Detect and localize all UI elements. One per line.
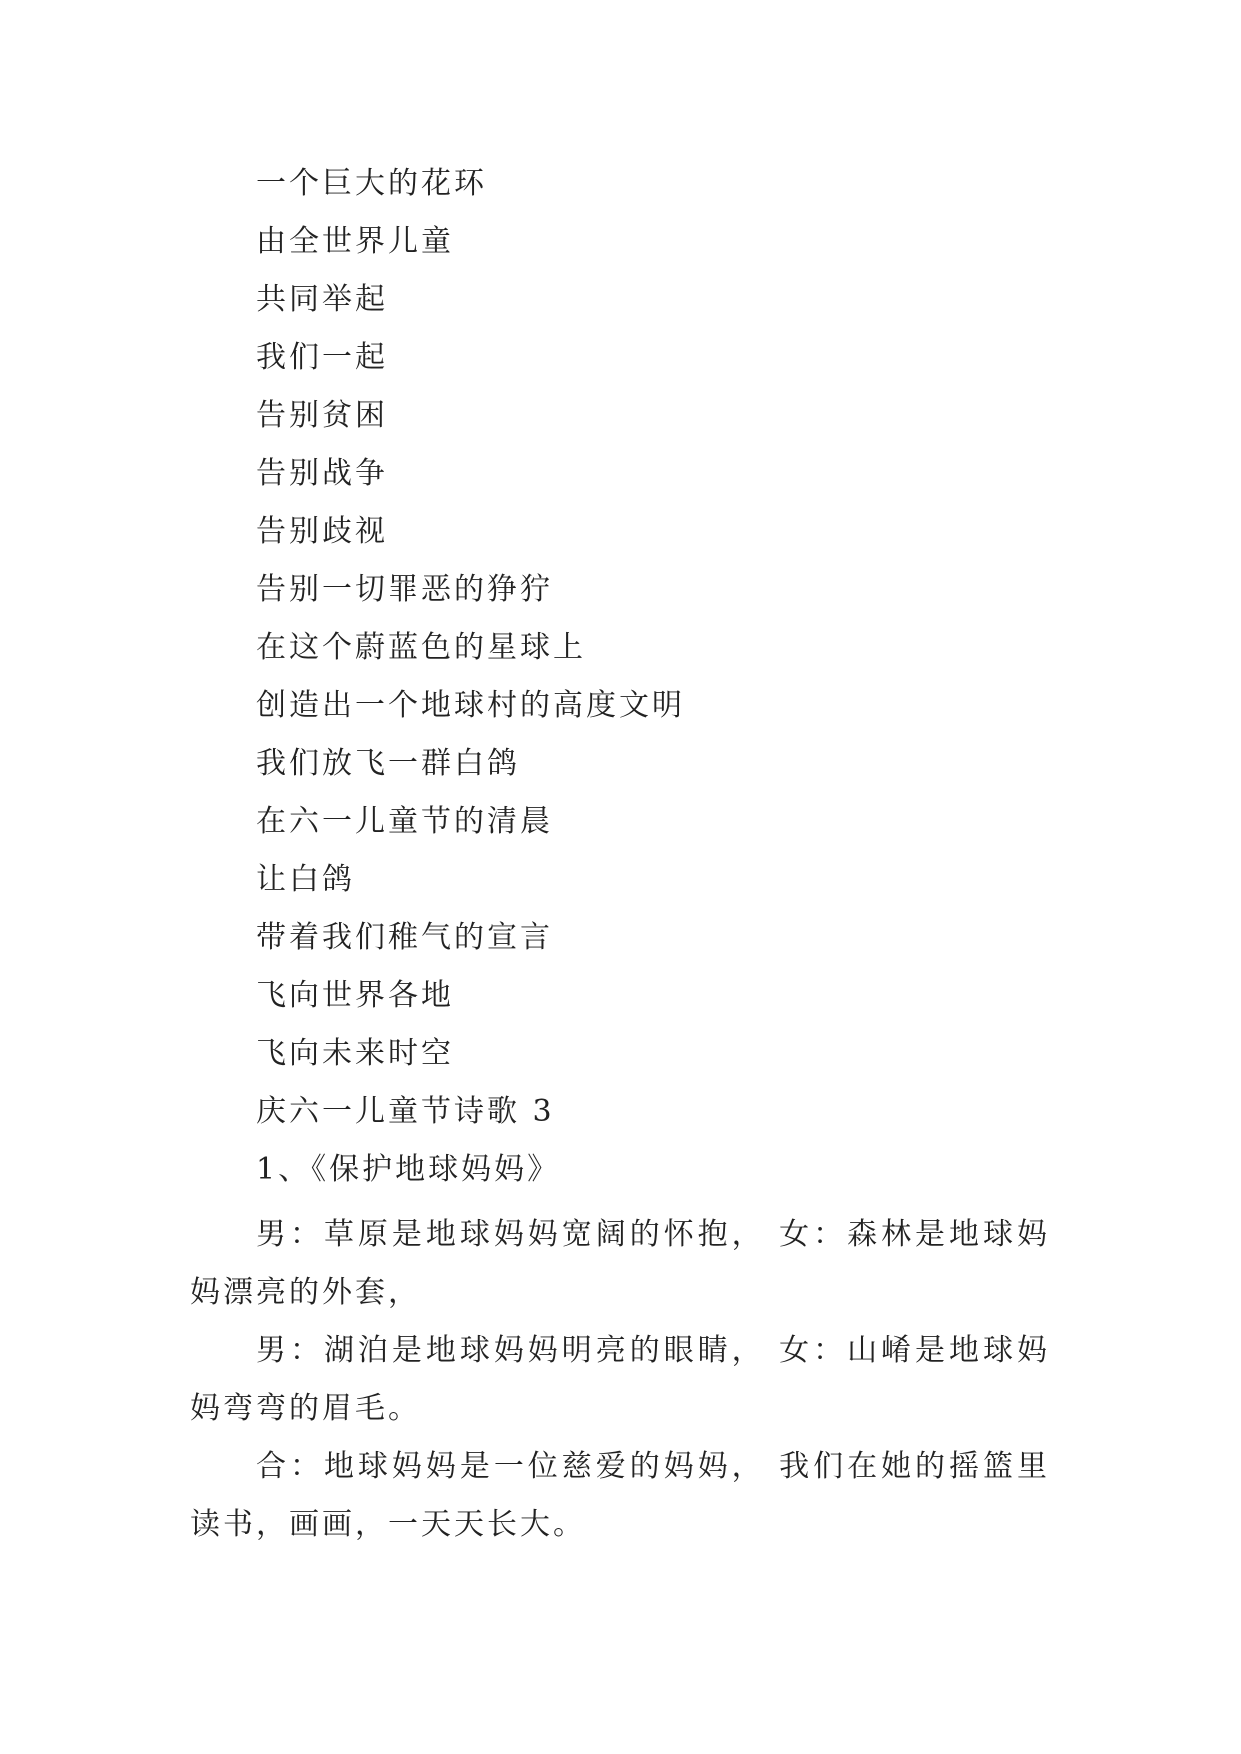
poem-line: 创造出一个地球村的高度文明 bbox=[256, 688, 685, 723]
poem-line: 让白鸽 bbox=[256, 862, 355, 897]
poem-line: 飞向未来时空 bbox=[256, 1036, 454, 1071]
poem-line: 告别一切罪恶的狰狞 bbox=[256, 572, 553, 607]
dialogue-paragraph: 男：草原是地球妈妈宽阔的怀抱， 女：森林是地球妈妈漂亮的外套， bbox=[190, 1217, 1050, 1310]
poem-line: 告别战争 bbox=[256, 456, 388, 491]
poem-line: 共同举起 bbox=[256, 282, 388, 317]
poem-line: 告别贫困 bbox=[256, 398, 388, 433]
poem-line: 我们一起 bbox=[256, 340, 388, 375]
poem-line: 飞向世界各地 bbox=[256, 978, 454, 1013]
poem-subtitle: 1、《保护地球妈妈》 bbox=[256, 1152, 561, 1187]
poem-line: 我们放飞一群白鸽 bbox=[256, 746, 520, 781]
poem-line: 带着我们稚气的宣言 bbox=[256, 920, 553, 955]
section-title: 庆六一儿童节诗歌 3 bbox=[256, 1094, 555, 1129]
poem-line: 由全世界儿童 bbox=[256, 224, 454, 259]
poem-line: 告别歧视 bbox=[256, 514, 388, 549]
poem-line: 在这个蔚蓝色的星球上 bbox=[256, 630, 586, 665]
poem-line: 一个巨大的花环 bbox=[256, 166, 487, 201]
poem-line: 在六一儿童节的清晨 bbox=[256, 804, 553, 839]
dialogue-paragraph: 合：地球妈妈是一位慈爱的妈妈， 我们在她的摇篮里读书，画画，一天天长大。 bbox=[190, 1449, 1050, 1542]
dialogue-paragraph: 男：湖泊是地球妈妈明亮的眼睛， 女：山崤是地球妈妈弯弯的眉毛。 bbox=[190, 1333, 1050, 1426]
